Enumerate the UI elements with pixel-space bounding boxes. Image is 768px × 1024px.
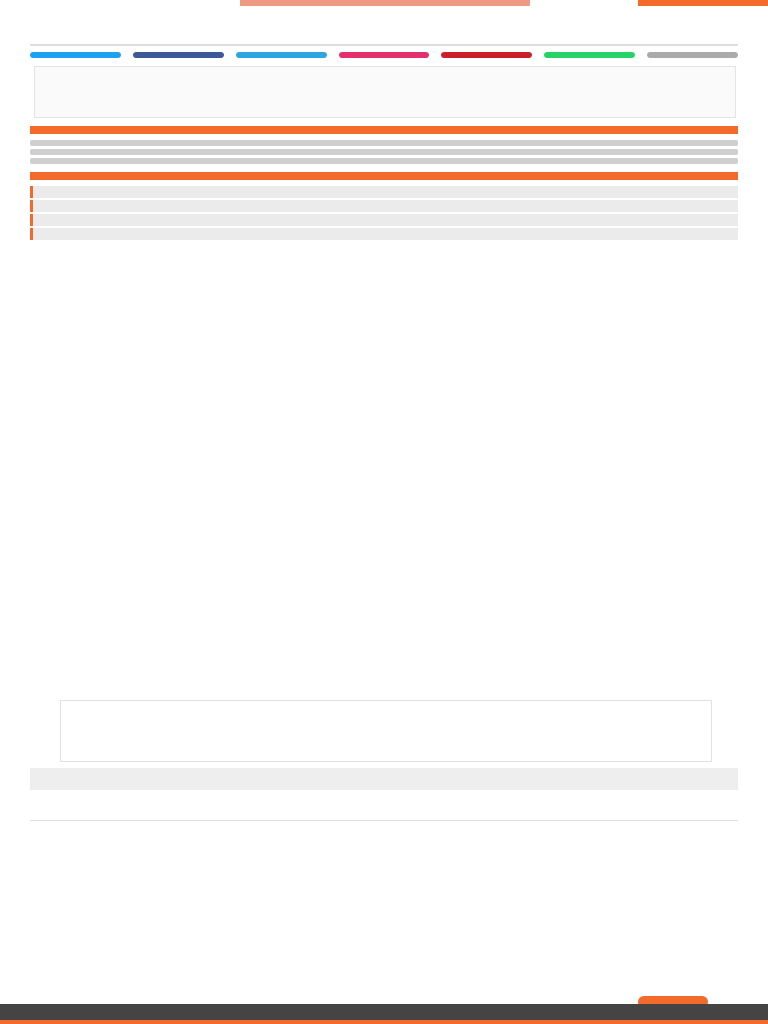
section-heading [30, 172, 738, 180]
share-button[interactable] [133, 52, 224, 58]
share-button[interactable] [544, 52, 635, 58]
site-footer [0, 1004, 768, 1024]
paragraph-line [30, 158, 738, 164]
table-of-contents[interactable] [34, 66, 736, 118]
paragraph-line [30, 140, 738, 146]
related-posts[interactable] [30, 798, 738, 821]
accordion-item[interactable] [30, 186, 738, 198]
paragraph-line [30, 149, 738, 155]
accordion-item[interactable] [30, 214, 738, 226]
share-button[interactable] [339, 52, 430, 58]
accordion-item[interactable] [30, 228, 738, 240]
share-button[interactable] [647, 52, 738, 58]
article-title [30, 10, 738, 46]
share-button[interactable] [30, 52, 121, 58]
article [30, 10, 738, 242]
share-button[interactable] [441, 52, 532, 58]
call-to-action[interactable] [30, 768, 738, 790]
author-box [60, 700, 712, 762]
site-header [0, 0, 768, 8]
share-bar [30, 52, 738, 58]
site-logo[interactable] [240, 0, 530, 6]
section-heading [30, 126, 738, 134]
share-button[interactable] [236, 52, 327, 58]
footer-accent [0, 1020, 768, 1024]
accordion-item[interactable] [30, 200, 738, 212]
menu-button[interactable] [638, 0, 768, 6]
